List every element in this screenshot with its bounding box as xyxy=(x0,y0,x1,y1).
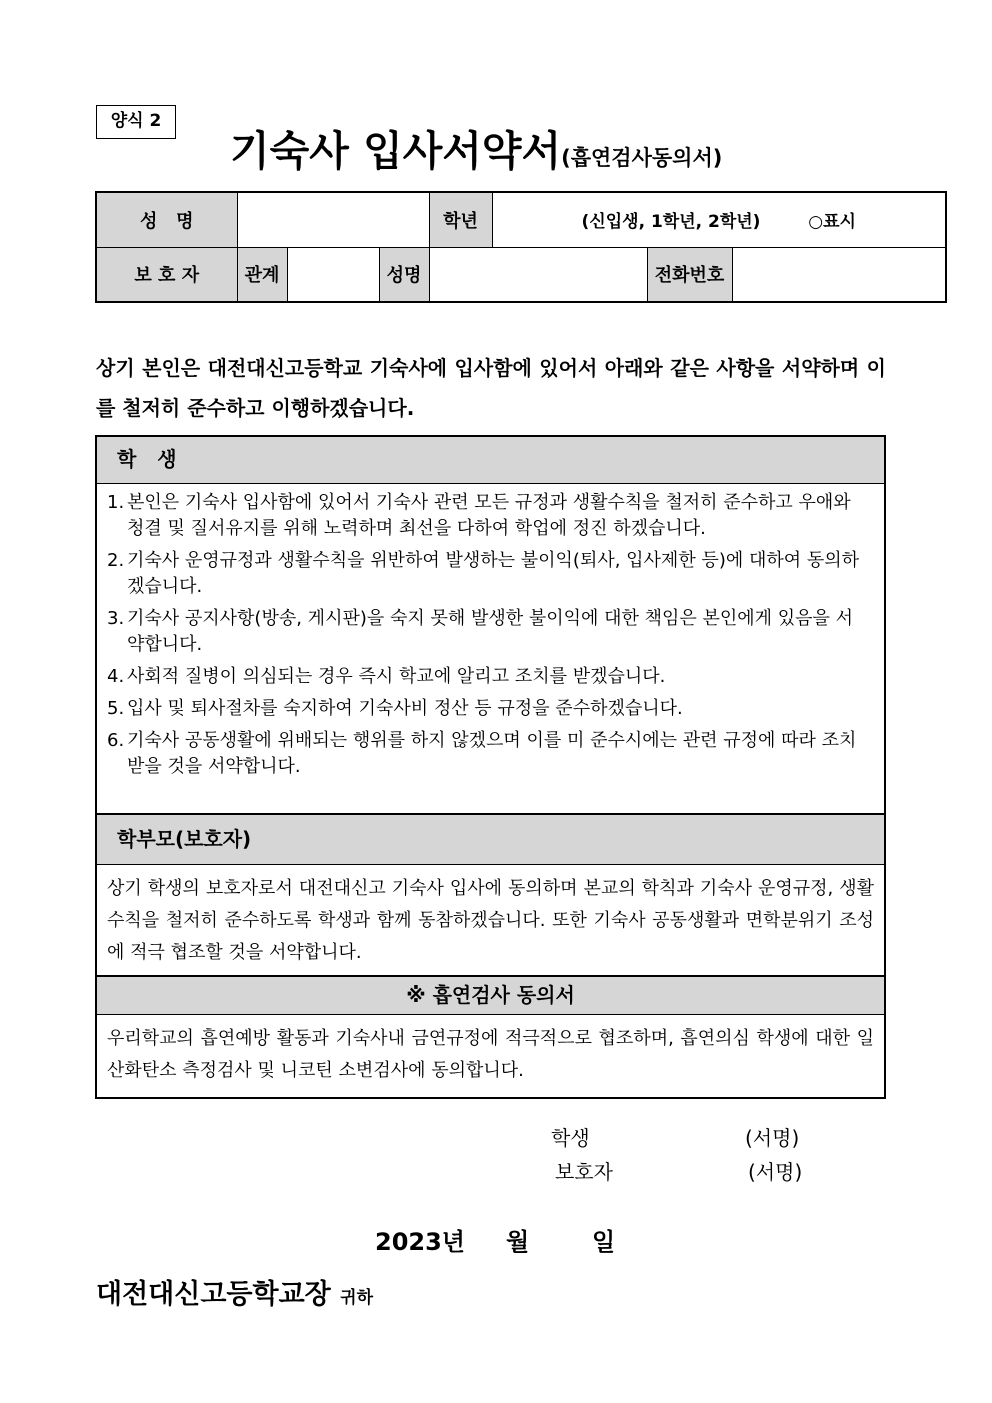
phone-field[interactable] xyxy=(732,247,946,302)
addressee xyxy=(96,1272,373,1311)
smoking-consent-text: 우리학교의 흡연예방 활동과 기숙사내 금연규정에 적극적으로 협조하며, 흡연의심 학생에 대한 일산화탄소 측정검사 및 니코틴 소변검사에 동의합니다. xyxy=(107,1028,874,1081)
grade-field[interactable] xyxy=(492,192,946,247)
rule-item: 3. 기숙사 공지사항(방송, 게시판)을 숙지 못해 발생한 불이익에 대한 책임은 본인에게 있음을 서약합니다. xyxy=(107,608,854,655)
guardian-sign-label: 보호자 xyxy=(555,1160,613,1184)
rule-item: 6. 기숙사 공동생활에 위배되는 행위를 하지 않겠으며 이를 미 준수시에는 관련 규정에 따라 조치 받을 것을 서약합니다. xyxy=(107,730,857,777)
rule-item: 2. 기숙사 운영규정과 생활수칙을 위반하여 발생하는 불이익(퇴사, 입사제한 등)에 대하여 동의하겠습니다. xyxy=(107,550,860,597)
student-section xyxy=(95,435,886,815)
student-rules xyxy=(97,484,884,780)
name-label: 성 명 xyxy=(96,192,237,247)
rule-item: 5. 입사 및 퇴사절차를 숙지하여 기숙사비 정산 등 규정을 준수하겠습니다. xyxy=(107,698,683,719)
student-signature-field[interactable]: (서명) xyxy=(745,1126,800,1150)
applicant-info-table xyxy=(95,191,947,303)
title-subtitle: (흡연검사동의서) xyxy=(561,146,723,170)
guardian-signature-field[interactable]: (서명) xyxy=(748,1160,803,1184)
rule-item: 1. 본인은 기숙사 입사함에 있어서 기숙사 관련 모든 규정과 생활수칙을 철저히 준수하고 우애와 청결 및 질서유지를 위해 노력하며 최선을 다하여 학업에 정진 하겠습니다. xyxy=(107,492,851,539)
grade-mark-instruction: ○표시 xyxy=(808,212,856,233)
name-field[interactable] xyxy=(237,192,429,247)
student-sign-label: 학생 xyxy=(551,1126,590,1150)
student-heading: 학 생 xyxy=(97,437,884,484)
addressee-name: 대전대신고등학교장 xyxy=(96,1279,331,1310)
document-title xyxy=(230,118,722,177)
form-number-label: 양식 2 xyxy=(96,105,176,139)
relation-field[interactable] xyxy=(287,247,379,302)
rules-list xyxy=(107,490,866,780)
grade-options: (신입생, 1학년, 2학년) xyxy=(581,212,761,233)
pledge-intro: 상기 본인은 대전대신고등학교 기숙사에 입사함에 있어서 아래와 같은 사항을 서약하며 이를 철저히 준수하고 이행하겠습니다. xyxy=(96,356,886,420)
grade-label: 학년 xyxy=(429,192,492,247)
parent-heading: 학부모(보호자) xyxy=(97,815,884,865)
date-day: 일 xyxy=(592,1228,616,1256)
guardian-name-label: 성명 xyxy=(379,247,429,302)
guardian-name-field[interactable] xyxy=(429,247,647,302)
honorific: 귀하 xyxy=(340,1288,374,1308)
phone-label: 전화번호 xyxy=(647,247,732,302)
smoking-consent-heading: ※ 흡연검사 동의서 xyxy=(97,977,884,1015)
title-main: 기숙사 입사서약서 xyxy=(230,127,562,175)
parent-pledge-text: 상기 학생의 보호자로서 대전대신고 기숙사 입사에 동의하며 본교의 학칙과 기숙사 운영규정, 생활수칙을 철저히 준수하도록 학생과 함께 동참하겠습니다. 또한 기숙사 공동생활과 면학분위기 조성에 적극 협조할 것을 서약합니다. xyxy=(107,878,874,963)
date-year: 2023년 xyxy=(375,1228,465,1256)
guardian-label: 보 호 자 xyxy=(96,247,237,302)
rule-item: 4. 사회적 질병이 의심되는 경우 즉시 학교에 알리고 조치를 받겠습니다. xyxy=(107,666,666,687)
parent-section xyxy=(95,813,886,977)
smoking-consent-section xyxy=(95,975,886,1099)
date-month: 월 xyxy=(506,1228,530,1256)
relation-label: 관계 xyxy=(237,247,287,302)
